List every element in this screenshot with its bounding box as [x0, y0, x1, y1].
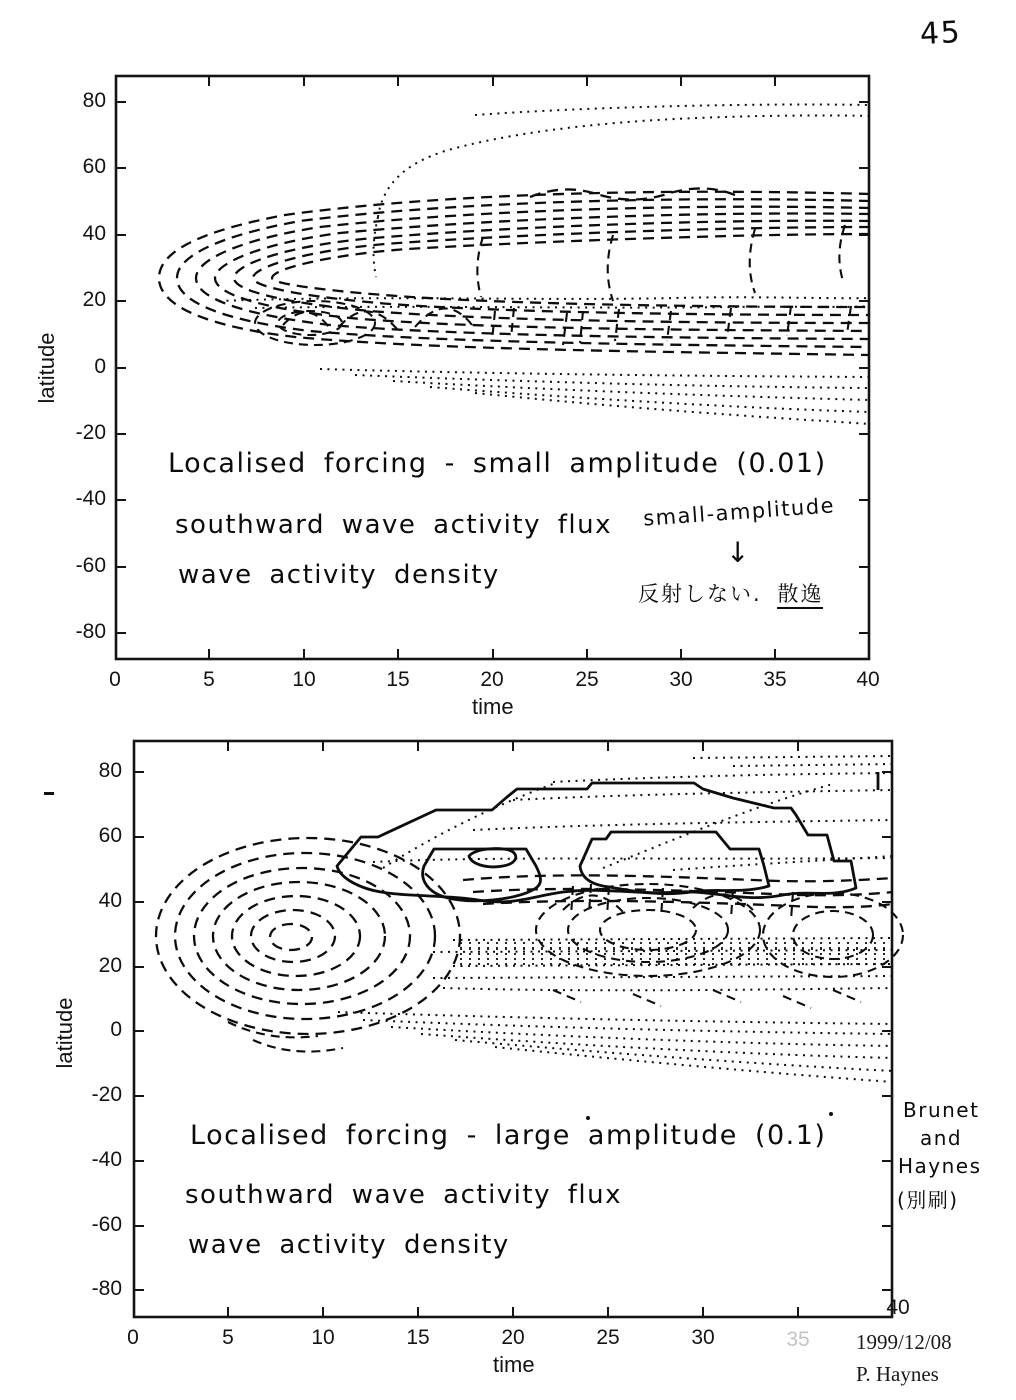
x-tick-label: 25 [596, 1326, 620, 1349]
y-tick-label: 20 [98, 954, 122, 977]
top-x-axis-label: time [472, 694, 514, 719]
bottom-x-axis-label: time [493, 1352, 535, 1377]
margin-note-line1: Brunet [903, 1098, 980, 1122]
page-number: 45 [919, 14, 963, 53]
side-note-jp-text: 反射しない. [638, 582, 762, 606]
bottom-caption-line2: southward wave activity flux [185, 1180, 622, 1210]
y-tick-label: 80 [98, 759, 122, 782]
margin-note-line3: Haynes [898, 1154, 982, 1178]
y-tick-label: 20 [82, 288, 106, 311]
stray-dot [829, 1112, 833, 1116]
stray-mark [44, 792, 54, 795]
solid-contours-group [337, 772, 878, 902]
dashed-contours-group [159, 188, 870, 355]
bottom-caption-line3: wave activity density [188, 1230, 510, 1260]
x-tick-label: 0 [109, 668, 121, 691]
y-tick-label: -60 [91, 1213, 122, 1236]
x-tick-label: 35 [763, 668, 787, 691]
x-tick-label: 15 [386, 668, 410, 691]
y-tick-label: 80 [82, 89, 106, 112]
x-tick-label: 25 [575, 668, 599, 691]
x-tick-label: 10 [311, 1326, 335, 1349]
y-tick-label: 60 [82, 155, 106, 178]
footer-date: 1999/12/08 [856, 1330, 952, 1354]
x-tick-label: 40 [856, 668, 880, 691]
y-tick-label: 0 [94, 355, 106, 378]
side-note-jp-underlined: 散逸 [777, 582, 823, 609]
y-tick-label: -60 [75, 554, 106, 577]
down-arrow-icon: ↓ [726, 536, 751, 569]
bottom-caption-line1: Localised forcing - large amplitude (0.1) [190, 1120, 827, 1151]
y-tick-label: -40 [75, 487, 106, 510]
x-tick-label: 10 [292, 668, 316, 691]
y-tick-label: 40 [98, 889, 122, 912]
x-tick-label: 5 [222, 1326, 234, 1349]
margin-note-line2: and [920, 1126, 963, 1150]
y-tick-label: -80 [91, 1277, 122, 1300]
side-note-japanese [638, 578, 823, 608]
x-tick-label-faint: 35 [786, 1328, 810, 1351]
top-caption-line3: wave activity density [178, 560, 500, 590]
top-caption-line2: southward wave activity flux [175, 510, 612, 540]
bottom-y-axis-label: latitude [52, 997, 77, 1069]
x-tick-label: 0 [127, 1326, 139, 1349]
y-tick-label: -20 [91, 1083, 122, 1106]
y-tick-label: -20 [75, 421, 106, 444]
y-tick-label: 40 [82, 222, 106, 245]
side-note-label: small-amplitude [642, 493, 836, 531]
x-tick-label: 20 [480, 668, 504, 691]
y-tick-label: -80 [75, 620, 106, 643]
footer-author: P. Haynes [856, 1362, 939, 1386]
dotted-contours-group [338, 756, 893, 1082]
x-tick-label: 5 [203, 668, 215, 691]
x-tick-label: 30 [691, 1326, 715, 1349]
margin-note-line4: (別刷) [897, 1188, 959, 1212]
x-tick-label: 20 [501, 1326, 525, 1349]
dotted-contours-group [219, 104, 870, 424]
stray-dot [586, 1116, 590, 1120]
x-tick-label: 30 [669, 668, 693, 691]
y-tick-label: 0 [110, 1018, 122, 1041]
x-tick-label: 15 [406, 1326, 430, 1349]
y-tick-label: 60 [98, 824, 122, 847]
top-y-axis-label: latitude [34, 332, 59, 404]
x-tick-label-displaced: 40 [886, 1296, 910, 1319]
top-caption-line1: Localised forcing - small amplitude (0.01) [168, 448, 827, 479]
y-tick-label: -40 [91, 1148, 122, 1171]
